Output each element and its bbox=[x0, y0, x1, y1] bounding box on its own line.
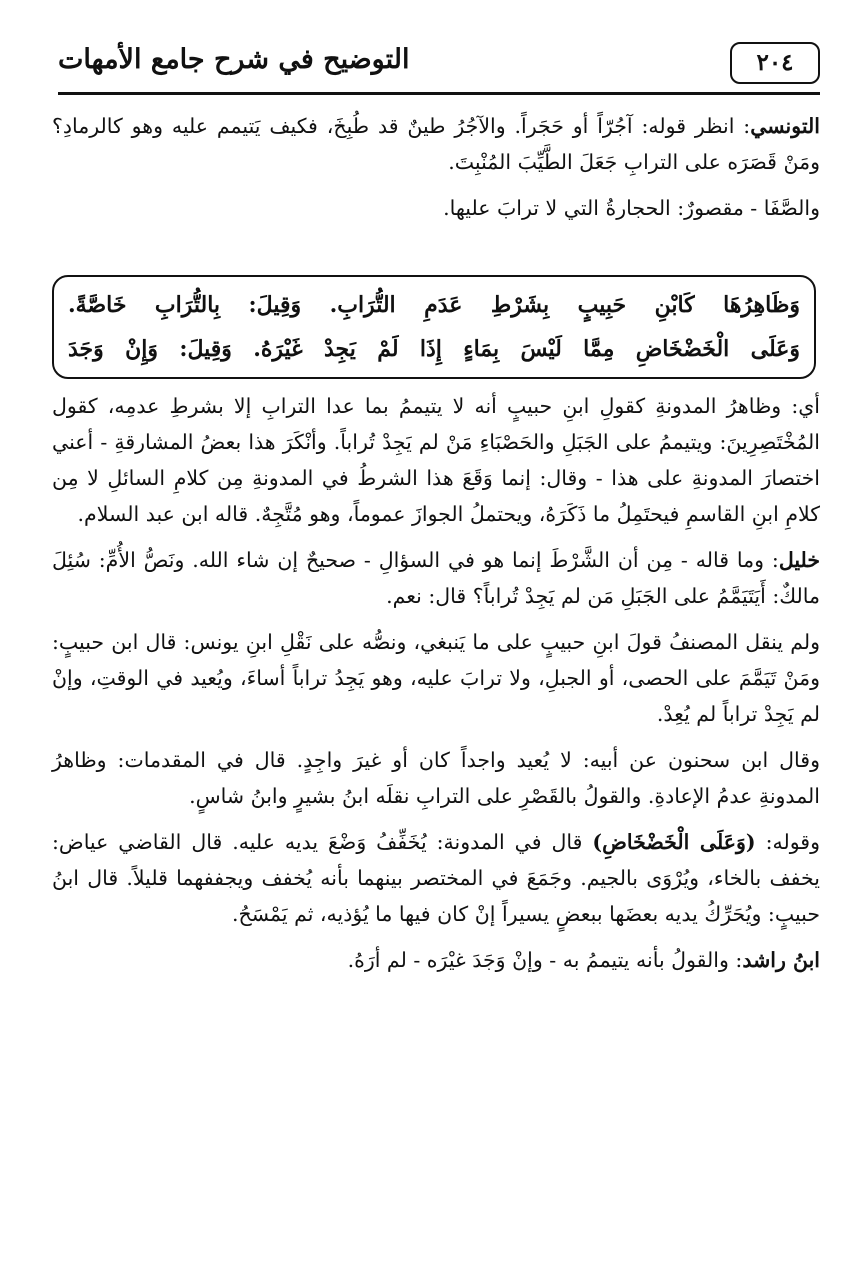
matn-line-2: وَعَلَى الْخَضْخَاضِ مِمَّا لَيْسَ بِمَاءٍ إِذَا لَمْ يَجِدْ غَيْرَهُ. وَقِيلَ: وَإِنْ وَجَدَ bbox=[68, 336, 800, 362]
commentary-block-main bbox=[52, 388, 820, 988]
paragraph-text: وقوله: bbox=[755, 830, 820, 854]
paragraph-ibn-habib: ولم ينقل المصنفُ قولَ ابنِ حبيبٍ على ما يَنبغي، ونصُّه على نَقْلِ ابنِ يونس: قال ابن حبيبٍ: ومَنْ تَيَمَّمَ على الحصى، أو الجبلِ، ولا ترابَ عليه، وهو يَجِدُ تراباً أساءَ، ويُعيد في الوقتِ، وإنْ لم يَجِدْ تراباً لم يُعِدْ. bbox=[52, 630, 820, 726]
matn-line-1: وَظَاهِرُهَا كَابْنِ حَبِيبٍ بِشَرْطِ عَدَمِ التُّرَابِ. وَقِيلَ: بِالتُّرَابِ خَاصَّةً. bbox=[68, 292, 800, 318]
book-title: التوضيح في شرح جامع الأمهات bbox=[58, 44, 410, 75]
page-header bbox=[58, 38, 820, 96]
paragraph-khadkhad bbox=[52, 824, 820, 932]
paragraph-ibn-rashid bbox=[52, 942, 820, 978]
matn-quote-box bbox=[52, 275, 816, 379]
commentary-block-top bbox=[52, 108, 820, 236]
paragraph-text: : وما قاله - مِن أن الشَّرْطَ إنما هو في السؤالِ - صحيحٌ إن شاء الله. ونَصُّ الأُمِّ: سُئِلَ مالكٌ: أَيَتَيَمَّمُ على الجَبَلِ مَن لم يَجِدْ تُراباً؟ قال: نعم. bbox=[52, 548, 820, 608]
speaker-label-ibn-rashid: ابنُ راشد bbox=[742, 948, 820, 972]
page-number-badge: ٢٠٤ bbox=[730, 42, 820, 84]
header-divider bbox=[58, 92, 820, 95]
matn-citation: (وَعَلَى الْخَضْخَاضِ) bbox=[592, 830, 756, 854]
paragraph-khalil bbox=[52, 542, 820, 614]
paragraph-text: قال في المدونة: يُخَفِّفُ وَضْعَ يديه عليه. قال القاضي عياض: يخفف بالخاء، ويُرْوَى بالجيم. وجَمَعَ في المختصر بينهما بأنه يُخفف ويجففهما قليلاً. قال ابنُ حبيبٍ: ويُحَرِّكُ يديه بعضَها ببعضٍ يسيراً إنْ كان فيها ما يُؤذيه، ثم يَمْسَحُ. bbox=[52, 830, 820, 926]
paragraph-mudawwana: أي: وظاهرُ المدونةِ كقولِ ابنِ حبيبٍ أنه لا يتيممُ بما عدا الترابِ إلا بشرطِ عدمِه، كقول المُخْتَصِرِينَ: ويتيممُ على الجَبَلِ والحَصْبَاءِ مَنْ لم يَجِدْ تُراباً. وأنْكَرَ هذا بعضُ المشارقةِ - أعني اختصارَ المدونةِ على هذا - وقال: إنما وَقَعَ هذا الشرطُ في المدونةِ مِن كلامِ السائلِ لا مِن كلامِ ابنِ القاسمِ فيحتَمِلُ ما ذَكَرَهُ، ويحتملُ الجوازَ عموماً، وهو مُتَّجِهٌ. قاله ابن عبد السلام. bbox=[52, 394, 820, 526]
paragraph-text: : والقولُ بأنه يتيممُ به - وإنْ وَجَدَ غيْرَه - لم أرَهُ. bbox=[347, 948, 743, 972]
paragraph-safa: والصَّفَا - مقصورٌ: الحجارةُ التي لا ترابَ عليها. bbox=[443, 196, 820, 220]
paragraph-ibn-sahnun: وقال ابن سحنون عن أبيه: لا يُعيد واجداً كان أو غيرَ واجِدٍ. قال في المقدمات: وظاهرُ المدونةِ عدمُ الإعادةِ. والقولُ بالقَصْرِ على الترابِ نقلَه ابنُ بشيرٍ وابنُ شاسٍ. bbox=[52, 748, 820, 808]
speaker-label-tunisi: التونسي bbox=[750, 114, 820, 138]
paragraph-tunisi bbox=[52, 108, 820, 180]
paragraph-text: : انظر قوله: آجُرّاً أو حَجَراً. والآجُرُ طينٌ قد طُبِخَ، فكيف يَتيمم عليه وهو كالرمادِ؟ ومَنْ قَصَرَه على الترابِ جَعَلَ الطَّيِّبَ المُنْبِتَ. bbox=[52, 114, 820, 174]
speaker-label-khalil: خليل bbox=[778, 548, 820, 572]
